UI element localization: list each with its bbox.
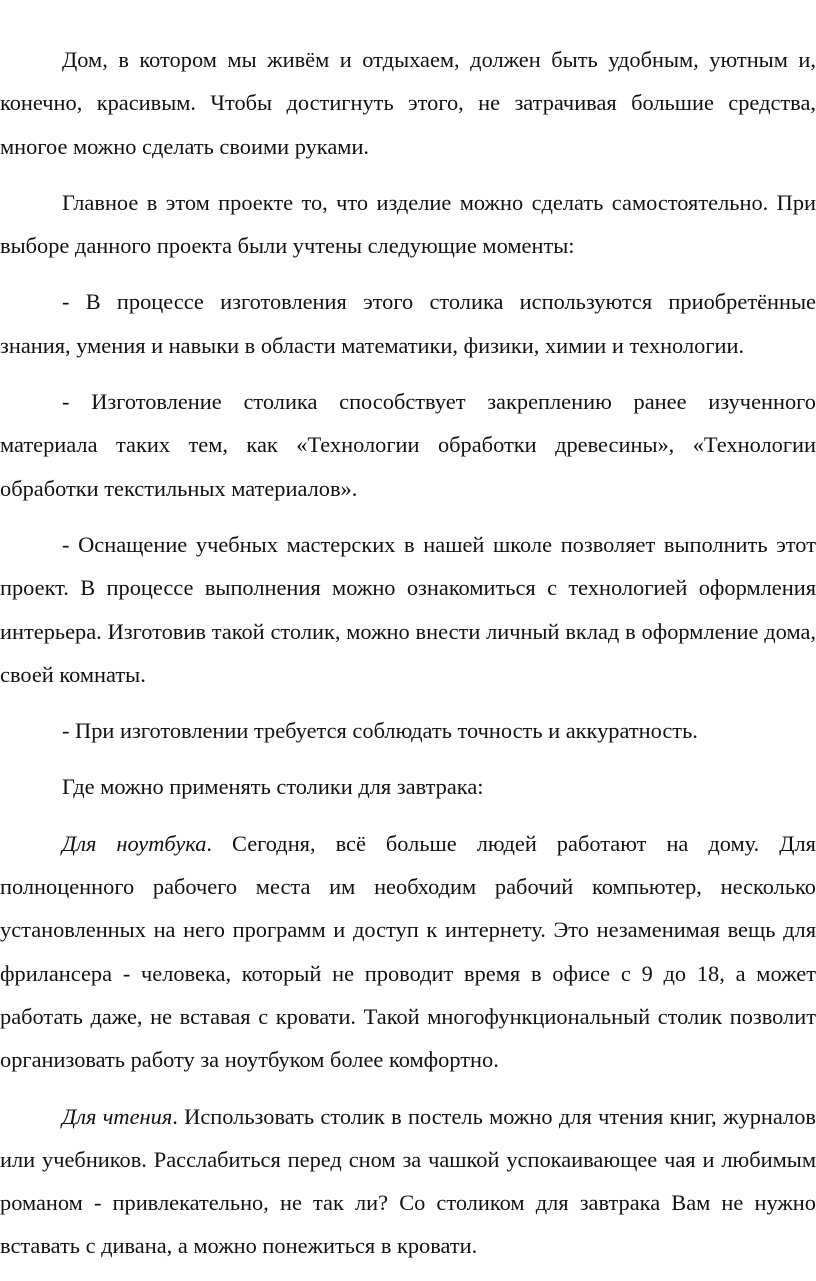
paragraph-text: . Сегодня, всё больше людей работают на дому. Для полноценного рабочего места им необходим рабочий компьютер, несколько установленных на него программ и доступ к интернету. Это незаменимая вещь для фрилансера - человека, который не проводит время в офисе с 9 до 18, а может работать даже, не вставая с кровати. Такой многофункциональный столик позволит организовать работу за ноутбуком более комфортно.: [0, 830, 816, 1073]
document-page: [0, 38, 816, 1281]
paragraph-text: - В процессе изготовления этого столика используются приобретённые знания, умения и навыки в области математики, физики, химии и технологии.: [0, 289, 816, 358]
paragraph-text: Где можно применять столики для завтрака:: [62, 774, 484, 800]
paragraph-project-main: [0, 181, 816, 268]
paragraph-reading-use: [0, 1095, 816, 1268]
paragraph-text: . Использовать столик в постель можно для чтения книг, журналов или учебников. Расслабиться перед сном за чашкой успокаивающее чая и любимым романом - привлекательно, не так ли? Со столиком для завтрака Вам не нужно вставать с дивана, а можно понежиться в кровати.: [0, 1103, 816, 1259]
paragraph-laptop-use: [0, 822, 816, 1082]
paragraph-usage-heading: [0, 765, 816, 808]
paragraph-text: - Изготовление столика способствует закреплению ранее изученного материала таких тем, как «Технологии обработки древесины», «Технологии обработки текстильных материалов».: [0, 389, 816, 501]
paragraph-text: - При изготовлении требуется соблюдать точность и аккуратность.: [62, 718, 698, 744]
paragraph-text: Дом, в котором мы живём и отдыхаем, должен быть удобным, уютным и, конечно, красивым. Чтобы достигнуть этого, не затрачивая большие средства, многое можно сделать своими руками.: [0, 47, 816, 159]
paragraph-lead-italic: Для чтения: [62, 1103, 173, 1129]
list-item-knowledge: [0, 280, 816, 367]
paragraph-text: - Оснащение учебных мастерских в нашей школе позволяет выполнить этот проект. В процессе выполнения можно ознакомиться с технологией оформления интерьера. Изготовив такой столик, можно внести личный вклад в оформление дома, своей комнаты.: [0, 531, 816, 687]
list-item-consolidation: [0, 380, 816, 510]
list-item-workshops: [0, 523, 816, 696]
list-item-accuracy: [0, 709, 816, 752]
paragraph-text: Главное в этом проекте то, что изделие можно сделать самостоятельно. При выборе данного проекта были учтены следующие моменты:: [0, 189, 816, 259]
paragraph-lead-italic: Для ноутбука: [62, 830, 207, 856]
paragraph-intro: [0, 38, 816, 168]
